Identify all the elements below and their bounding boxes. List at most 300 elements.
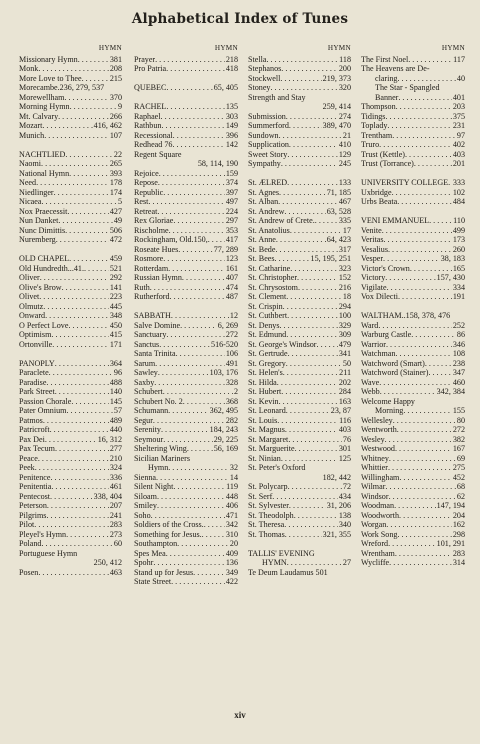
index-entry [19, 406, 122, 416]
hymn-number: 506 [109, 225, 122, 235]
tune-name: Republic [134, 187, 164, 197]
dot-leader [380, 387, 436, 397]
dot-leader [173, 131, 225, 141]
dot-leader [388, 539, 436, 549]
index-entry [248, 321, 351, 331]
dot-leader [166, 102, 224, 112]
tune-name: Warburg Castle [361, 330, 412, 339]
hymn-number: 38, 183 [440, 254, 465, 263]
tune-name: St. Kevin [248, 396, 279, 406]
dot-leader [289, 501, 326, 511]
hymn-number: 252 [452, 320, 465, 330]
tune-name: Supplication [248, 140, 289, 149]
index-entry [361, 55, 465, 65]
index-entry [361, 454, 465, 464]
index-entry [134, 473, 238, 483]
index-entry [361, 349, 465, 359]
index-entry [134, 549, 238, 559]
hymn-number: 422 [225, 577, 238, 586]
dot-leader [35, 463, 109, 473]
hymn-number: 57 [113, 406, 122, 415]
hymn-number: 129 [338, 149, 351, 159]
dot-leader [36, 178, 109, 188]
index-entry [361, 444, 465, 454]
dot-leader [385, 482, 456, 492]
index-column-4 [361, 44, 465, 568]
dot-leader [388, 463, 452, 473]
dot-leader [161, 121, 224, 131]
hymn-number: 184, 243 [209, 425, 238, 434]
dot-leader [397, 197, 452, 207]
index-entry [134, 131, 238, 141]
index-entry [361, 501, 465, 511]
index-entry [248, 349, 351, 359]
page-title: Alphabetical Index of Tunes [131, 11, 349, 27]
index-entry [134, 511, 238, 521]
hymn-number: 138 [338, 510, 351, 520]
index-entry [248, 74, 351, 84]
hymn-number: 145 [109, 396, 122, 406]
hymn-number: 283 [109, 520, 122, 529]
hymn-number: 346 [452, 339, 465, 349]
index-entry [19, 207, 122, 217]
tune-name: St. Thomas [248, 529, 285, 539]
index-entry [19, 330, 122, 340]
hymn-number: 467 [338, 197, 351, 206]
hymn-number: 396 [225, 130, 238, 140]
tune-name: TALLIS' EVENING [248, 548, 315, 558]
tune-name: Spes Mea [134, 548, 166, 558]
dot-leader [62, 283, 109, 293]
index-entry [361, 83, 465, 93]
index-entry [361, 463, 465, 473]
hymn-number: 215 [109, 73, 122, 83]
index-entry [134, 577, 238, 587]
dot-leader [290, 264, 338, 274]
hymn-number: 460 [452, 377, 465, 387]
dot-leader [55, 359, 109, 369]
dot-leader [54, 188, 109, 198]
dot-leader [389, 454, 456, 464]
tune-name: St. Andrew of Crete. [248, 216, 315, 225]
dot-leader [46, 378, 108, 388]
dot-leader [55, 444, 109, 454]
dot-leader [150, 283, 225, 293]
dot-leader [173, 482, 225, 492]
index-entry [361, 340, 465, 350]
dot-leader [383, 235, 451, 245]
hymn-number: 362, 495 [209, 406, 238, 415]
index-entry [248, 463, 351, 473]
tune-name: St. Edmund [248, 330, 287, 339]
tune-name: Spohr [134, 558, 154, 567]
hymn-number: 314 [452, 558, 465, 567]
dot-leader [64, 93, 108, 103]
tune-name: VENI EMMANUEL [361, 216, 430, 225]
index-entry [134, 169, 238, 179]
dot-leader [166, 330, 224, 340]
index-entry [134, 121, 238, 131]
dot-leader [275, 254, 310, 264]
tune-name: Nox Praecessit [19, 206, 68, 216]
hymn-number: 275 [452, 463, 465, 472]
hymn-number: 200 [338, 64, 351, 73]
hymn-number: 133 [338, 178, 351, 187]
tune-name: Penitence [19, 472, 51, 482]
index-entry [248, 482, 351, 492]
tune-name: Submission [248, 111, 286, 121]
dot-leader [280, 74, 321, 84]
index-entry [361, 435, 465, 445]
tune-name: Pleyel's Hymn [19, 529, 67, 539]
dot-leader [288, 349, 338, 359]
index-entry [19, 435, 122, 445]
index-entry [248, 150, 351, 160]
dot-leader [387, 121, 451, 131]
dot-leader [283, 302, 338, 312]
dot-leader [42, 121, 92, 131]
hymn-number: 141 [109, 282, 122, 292]
index-entry [248, 207, 351, 217]
hymn-number: 218 [225, 54, 238, 64]
tune-name: Wycliffe [361, 558, 390, 567]
tune-name: Raphael [134, 111, 161, 121]
dot-leader [428, 368, 451, 378]
dot-leader [317, 340, 338, 350]
hymn-number: 22 [113, 149, 122, 159]
dot-leader [387, 283, 452, 293]
dot-leader [290, 226, 342, 236]
index-entry [19, 482, 122, 492]
dot-leader [168, 463, 229, 473]
dot-leader [281, 454, 338, 464]
tune-name: Morewellham [19, 92, 65, 102]
dot-leader [71, 397, 108, 407]
dot-leader [153, 416, 225, 426]
hymn-number: 353 [225, 225, 238, 235]
tune-name: Strength and Stay [248, 92, 306, 102]
dot-leader [408, 55, 452, 65]
hymn-number: 165 [452, 263, 465, 273]
index-entry [134, 140, 238, 150]
dot-leader [414, 159, 452, 169]
tune-name: Victor's Crown [361, 263, 410, 273]
dot-leader [288, 482, 342, 492]
dot-leader [286, 359, 342, 369]
dot-leader [66, 406, 112, 416]
tune-name: Nicaea [19, 197, 42, 206]
hymn-number: 119 [226, 482, 238, 491]
index-entry [361, 482, 465, 492]
tune-name: Stephanos [248, 64, 282, 73]
tune-name: Wrentham [361, 548, 395, 558]
tune-name: Roseate Hues [134, 244, 179, 254]
index-entry [134, 197, 238, 207]
hymn-number: 409 [225, 548, 238, 558]
dot-leader [288, 435, 342, 445]
hymn-number: 434 [338, 491, 351, 501]
tune-name: The Star - Spangled [375, 83, 440, 92]
tune-name: Peterson [19, 501, 47, 510]
hymn-number: 107 [109, 130, 122, 140]
hymn-number: 108 [452, 349, 465, 358]
index-entry [134, 539, 238, 549]
index-entry [248, 254, 351, 264]
hymn-number: 23, 87 [330, 406, 351, 415]
tune-name: St. Gregory [248, 358, 286, 368]
dot-leader [389, 558, 452, 568]
hymn-number: 171 [109, 339, 122, 349]
hymn-number: 100 [338, 311, 351, 320]
tune-name: Wilmar [361, 482, 386, 491]
hymn-number: 333 [452, 178, 465, 187]
tune-name: Park Street [19, 387, 55, 396]
dot-leader [397, 74, 455, 84]
hymn-number: 204 [452, 510, 465, 520]
dot-leader [43, 416, 109, 426]
tune-name: Old Hundredth...41. [19, 263, 84, 273]
dot-leader [281, 387, 338, 397]
dot-leader [385, 112, 451, 122]
tune-name: Sicilian Mariners [134, 453, 190, 463]
index-entry [248, 444, 351, 454]
hymn-number: 342, 384 [436, 387, 465, 396]
index-entry [361, 188, 465, 198]
index-entry [248, 121, 351, 131]
tune-name: Munich [19, 130, 45, 140]
hymn-number: 301 [338, 444, 351, 453]
dot-leader [157, 501, 225, 511]
tune-name: St. Anatolius [248, 225, 290, 235]
index-entry [19, 188, 122, 198]
dot-leader [41, 539, 112, 549]
tune-name: Peace [19, 453, 38, 463]
index-entry [134, 492, 238, 502]
tune-name: Sheltering Wing [134, 444, 187, 453]
tune-name: Retreat [134, 206, 158, 216]
index-entry [361, 131, 465, 141]
dot-leader [385, 273, 435, 283]
index-entry [134, 188, 238, 198]
dot-leader [158, 368, 209, 378]
tune-name: Ruth [134, 282, 150, 292]
index-entry [19, 178, 122, 188]
index-entry [19, 302, 122, 312]
hymn-number: 471 [225, 510, 238, 520]
index-entry [134, 330, 238, 340]
dot-leader [34, 520, 109, 530]
index-entry [248, 226, 351, 236]
index-entry [248, 378, 351, 388]
index-entry [361, 520, 465, 530]
hymn-number: 163 [338, 396, 351, 406]
tune-name: Schubert No. 2 [134, 396, 183, 406]
index-entry [248, 558, 351, 568]
dot-leader [204, 520, 225, 530]
dot-leader [277, 378, 338, 388]
index-entry [134, 558, 238, 568]
tune-name: Veritas [361, 235, 384, 244]
hymn-number: 292 [109, 273, 122, 282]
hymn-number: 5 [117, 197, 122, 206]
dot-leader [399, 473, 452, 483]
tune-name: Pater Omnium [19, 406, 67, 415]
tune-name: St. Sylvester [248, 501, 289, 510]
tune-name: Prayer [134, 54, 156, 64]
index-entry [361, 539, 465, 549]
index-entry [248, 55, 351, 65]
index-entry [19, 273, 122, 283]
index-entry [248, 492, 351, 502]
tune-name: Pilot [19, 520, 35, 529]
hymn-number: 62 [456, 491, 465, 501]
index-entry [19, 159, 122, 169]
tune-name: Nuremberg [19, 235, 56, 244]
index-entry [134, 530, 238, 540]
index-entry [19, 368, 122, 378]
dot-leader [151, 511, 225, 521]
dot-leader [172, 140, 224, 150]
dot-leader [153, 558, 225, 568]
tune-name: Stella [248, 54, 267, 64]
index-entry [134, 397, 238, 407]
index-entry [248, 330, 351, 340]
dot-leader [397, 425, 452, 435]
index-entry [19, 520, 122, 530]
index-entry [134, 501, 238, 511]
dot-leader [58, 216, 113, 226]
tune-name: Thompson [361, 102, 396, 111]
index-entry [19, 83, 122, 93]
dot-leader [289, 121, 322, 131]
hymn-number: 273 [109, 529, 122, 539]
dot-leader [47, 501, 109, 511]
dot-leader [277, 416, 338, 426]
tune-name: Wellesley [361, 415, 393, 425]
index-entry [248, 178, 351, 188]
hymn-number: 415 [109, 330, 122, 339]
hymn-number: 348 [109, 311, 122, 320]
dot-leader [166, 64, 225, 74]
hymn-number: 208 [109, 64, 122, 73]
tune-name: Victory [361, 273, 386, 282]
index-entry [19, 235, 122, 245]
dot-leader [315, 216, 338, 226]
index-entry [19, 463, 122, 473]
tune-name: St. Andrew [248, 206, 285, 216]
hymn-number: 18 [342, 292, 351, 301]
index-entry [19, 425, 122, 435]
index-entry [19, 197, 122, 207]
index-entry [134, 159, 238, 169]
dot-leader [84, 264, 109, 274]
hymn-number: 347 [452, 368, 465, 377]
dot-leader [156, 473, 229, 483]
hymn-number: 97 [456, 130, 465, 140]
index-entry [134, 416, 238, 426]
tune-name: Rest [134, 197, 149, 206]
dot-leader [270, 83, 337, 93]
tune-name: Welcome Happy [361, 396, 415, 406]
hymn-number: 334 [452, 282, 465, 292]
hymn-number: 155 [452, 406, 465, 415]
dot-leader [298, 283, 338, 293]
hymn-number: 463 [109, 567, 122, 577]
index-entry [19, 321, 122, 331]
hymn-number: 516-520 [211, 339, 238, 349]
hymn-number: 142 [225, 140, 238, 149]
hymn-number: 272 [225, 330, 238, 339]
tune-name: Tidings [361, 111, 386, 121]
hymn-number: 224 [225, 206, 238, 216]
hymn-number: 31, 206 [326, 501, 351, 510]
hymn-number: 238 [452, 358, 465, 368]
index-entry [19, 121, 122, 131]
dot-leader [393, 416, 456, 426]
hymn-number: 50 [342, 358, 351, 368]
dot-leader [69, 169, 109, 179]
index-entry [361, 226, 465, 236]
dot-leader [82, 74, 109, 84]
index-entry [361, 245, 465, 255]
hymn-number: 403 [452, 149, 465, 159]
hymn-number: 342 [225, 520, 238, 529]
tune-name: St. Louis [248, 415, 278, 425]
index-entry [19, 216, 122, 226]
index-entry [248, 112, 351, 122]
tune-name: Trust (Torrance) [361, 159, 414, 168]
index-column-1 [19, 44, 122, 577]
hymn-number: 136 [225, 558, 238, 567]
hymn-number: 521 [109, 263, 122, 273]
index-entry [248, 216, 351, 226]
tune-name: Rutherford [134, 292, 170, 301]
tune-name: St. Agnes [248, 187, 280, 197]
dot-leader [394, 501, 436, 511]
tune-name: Mt. Calvary [19, 111, 59, 121]
hymn-number: 123 [225, 254, 238, 263]
hymn-number: 191 [452, 292, 465, 301]
index-entry [361, 321, 465, 331]
index-entry [248, 520, 351, 530]
dot-leader [161, 425, 209, 435]
hymn-number: 265 [109, 159, 122, 168]
dot-leader [170, 292, 225, 302]
index-entry [361, 359, 465, 369]
tune-name: Rischolme [134, 225, 169, 235]
hymn-number: 440 [109, 425, 122, 434]
hymn-number: 277 [109, 444, 122, 453]
dot-leader [157, 207, 224, 217]
hymn-number: 417 [225, 235, 238, 244]
index-entry [134, 359, 238, 369]
hymn-number: 499 [452, 225, 465, 235]
hymn-number: 341 [338, 349, 351, 358]
hymn-number: 329 [338, 320, 351, 330]
index-entry [361, 406, 465, 416]
index-entry [361, 64, 465, 74]
tune-name: Seymour [134, 434, 164, 444]
tune-name: Sanctuary [134, 330, 167, 339]
index-entry [248, 83, 351, 93]
dot-leader [279, 188, 326, 198]
index-entry [361, 492, 465, 502]
tune-name: St. Clement [248, 292, 287, 301]
hymn-number: 86 [456, 330, 465, 339]
index-entry [248, 273, 351, 283]
dot-leader [385, 435, 452, 445]
dot-leader [276, 235, 326, 245]
